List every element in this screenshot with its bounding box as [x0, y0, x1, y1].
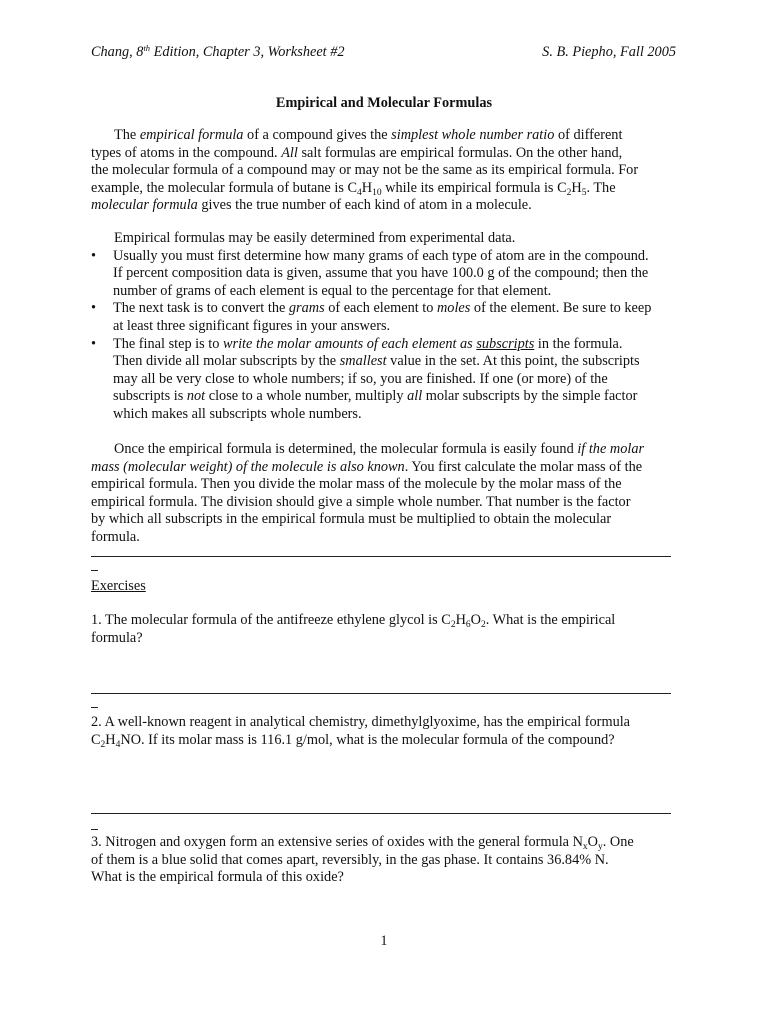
bullet-icon: •: [91, 335, 97, 352]
bullet-item: • The next task is to convert the grams of each element to moles of the element. Be sure to keep at least three significant figures in your answers.: [91, 300, 652, 334]
bullet-icon: •: [91, 247, 97, 264]
answer-line: [91, 693, 671, 694]
running-header-left: Chang, 8th Edition, Chapter 3, Worksheet #2: [91, 43, 345, 60]
intro-paragraph: The empirical formula of a compound gives the simplest whole number ratio of different types of atoms in the compound. All salt formulas are empirical formulas. On the other hand, the molecular formula of a compound may or may not be the same as its empirical formula. For example, the molecular formula of butane is $C_4H_{10}$ while its empirical formula is $C_2H_5$. The molecular formula gives the true number of each kind of atom in a molecule.: [91, 127, 639, 214]
question-2: 2. A well-known reagent in analytical chemistry, dimethylglyoxime, has the empirical formula $C_2H_4NO$. If its molar mass is 116.1 g/mol, what is the molecular formula of the compound?: [91, 714, 631, 750]
molecular-paragraph: Once the empirical formula is determined, the molecular formula is easily found if the molar mass (molecular weight) of the molecule is also known. You first calculate the molar mass of the empirical formula. Then you divide the molar mass of the molecule by the molar mass of the empirical formula. The division should give a simple whole number. That number is the factor by which all subscripts in the empirical formula must be multiplied to obtain the molecular formula.: [91, 441, 645, 545]
bullet-item: • The final step is to write the molar amounts of each element as subscripts in the formula. Then divide all molar subscripts by the smallest value in the set. At this point, the subscripts may all be very close to whole numbers; if so, you are finished. If one (or more) of the subscripts is not close to a whole number, multiply all molar subscripts by the simple factor which makes all subscripts whole numbers.: [91, 335, 640, 422]
divider-line: [91, 556, 671, 557]
question-3: 3. Nitrogen and oxygen form an extensive series of oxides with the general formula $N_xO_y$. One of them is a blue solid that comes apart, reversibly, in the gas phase. It contains 36.84% N. What is the empirical formula of this oxide?: [91, 834, 634, 886]
divider-stub: [91, 570, 98, 571]
divider-stub: [91, 707, 98, 708]
method-lead: Empirical formulas may be easily determined from experimental data.: [114, 230, 516, 246]
divider-stub: [91, 829, 98, 830]
question-1: 1. The molecular formula of the antifreeze ethylene glycol is $C_2H_6O_2$. What is the empirical formula?: [91, 612, 616, 646]
answer-line: [91, 813, 671, 814]
running-header-right: S. B. Piepho, Fall 2005: [542, 44, 676, 60]
page-number: 1: [380, 933, 388, 949]
bullet-item: • Usually you must first determine how many grams of each type of atom are in the compound. If percent composition data is given, assume that you have 100.0 g of the compound; then the number of grams of each element is equal to the percentage for that element.: [91, 247, 649, 299]
bullet-icon: •: [91, 300, 97, 317]
method-section: [91, 230, 681, 424]
exercises-heading: Exercises: [91, 578, 146, 594]
page-title: Empirical and Molecular Formulas: [275, 95, 493, 111]
